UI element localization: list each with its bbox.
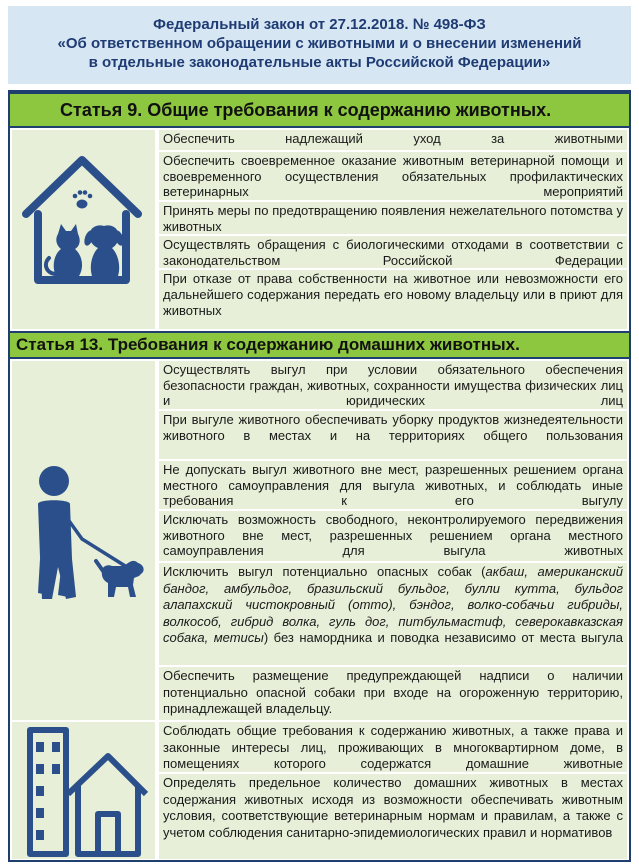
list-item: Соблюдать общие требования к содержанию животных, а также права и законные интересы лиц, проживающих в многоквартирном доме, в помещениях которого содержатся домашние животные (159, 722, 627, 772)
list-item: Осуществлять выгул при условии обязательного обеспечения безопасности граждан, животных, сохранности имущества физических лиц и юридических лиц (159, 361, 627, 409)
item-text: ) без намордника и поводка независимо от места выгула (263, 630, 623, 645)
list-item: При отказе от права собственности на животное или невозможности его дальнейшего содержания передать его новому владельцу или в приют для животных (159, 270, 627, 329)
article-13-title: Статья 13. Требования к содержанию домашних животных. (10, 331, 629, 359)
document-header (8, 6, 631, 84)
list-item: Обеспечить надлежащий уход за животными (159, 130, 627, 150)
list-item: При выгуле животного обеспечивать уборку продуктов жизнедеятельности животного в местах и на территориях общего пользования (159, 411, 627, 459)
list-item: Не допускать выгул животного вне мест, разрешенных решением органа местного самоуправления для выгула животных, и соблюдать иные требования к его выгулу (159, 461, 627, 509)
apartment-icon-cell (12, 722, 155, 859)
list-item: Исключать возможность свободного, неконтролируемого передвижения животного вне мест, разрешенных решением органа местного самоуправления для выгула животных (159, 511, 627, 561)
list-item (159, 563, 627, 665)
article-9-list (159, 130, 627, 329)
header-line-3: в отдельные законодательные акты Российской Федерации» (88, 54, 551, 71)
list-item: Принять меры по предотвращению появления нежелательного потомства у животных (159, 202, 627, 234)
apartment-list (159, 722, 627, 859)
header-line-2: «Об ответственном обращении с животными и о внесении изменений (57, 35, 582, 52)
article-13-list (159, 361, 627, 720)
list-item: Определять предельное количество домашних животных в местах содержания животных исходя из возможности обеспечивать животным условия, соответствующие ветеринарным нормам и правилам, а также с учетом соблюдения санитарно-эпидемиологических правил и нормативов (159, 774, 627, 859)
pet-house-icon (12, 130, 155, 329)
content-frame (8, 90, 631, 862)
dog-walker-icon (12, 361, 155, 720)
list-item: Обеспечить своевременное оказание животным ветеринарной помощи и своевременного осуществления обязательных профилактических ветеринарных мероприятий (159, 152, 627, 200)
dangerous-breeds-list: акбаш, американский бандог, амбульдог, бразильский бульдог, булли кутта, бульдог алапахский чистокровный (отто), бэндог, волко-собачьи гибриды, волкособ, гибрид волка, гуль дог, питбульмастиф, северокавказская собака, метисы (163, 564, 623, 645)
header-line-1: Федеральный закон от 27.12.2018. № 498-ФЗ (153, 16, 486, 33)
article-13-icon-cell (12, 361, 155, 720)
list-item: Обеспечить размещение предупреждающей надписи о наличии потенциально опасной собаки при входе на огороженную территорию, принадлежащей владельцу. (159, 667, 627, 720)
item-text: Исключить выгул потенциально опасных собак ( (163, 564, 486, 579)
list-item: Осуществлять обращения с биологическими отходами в соответствии с законодательством Российской Федерации (159, 236, 627, 268)
article-9-icon-cell (12, 130, 155, 329)
apartment-building-icon (12, 722, 155, 859)
article-9-title: Статья 9. Общие требования к содержанию животных. (10, 92, 629, 128)
